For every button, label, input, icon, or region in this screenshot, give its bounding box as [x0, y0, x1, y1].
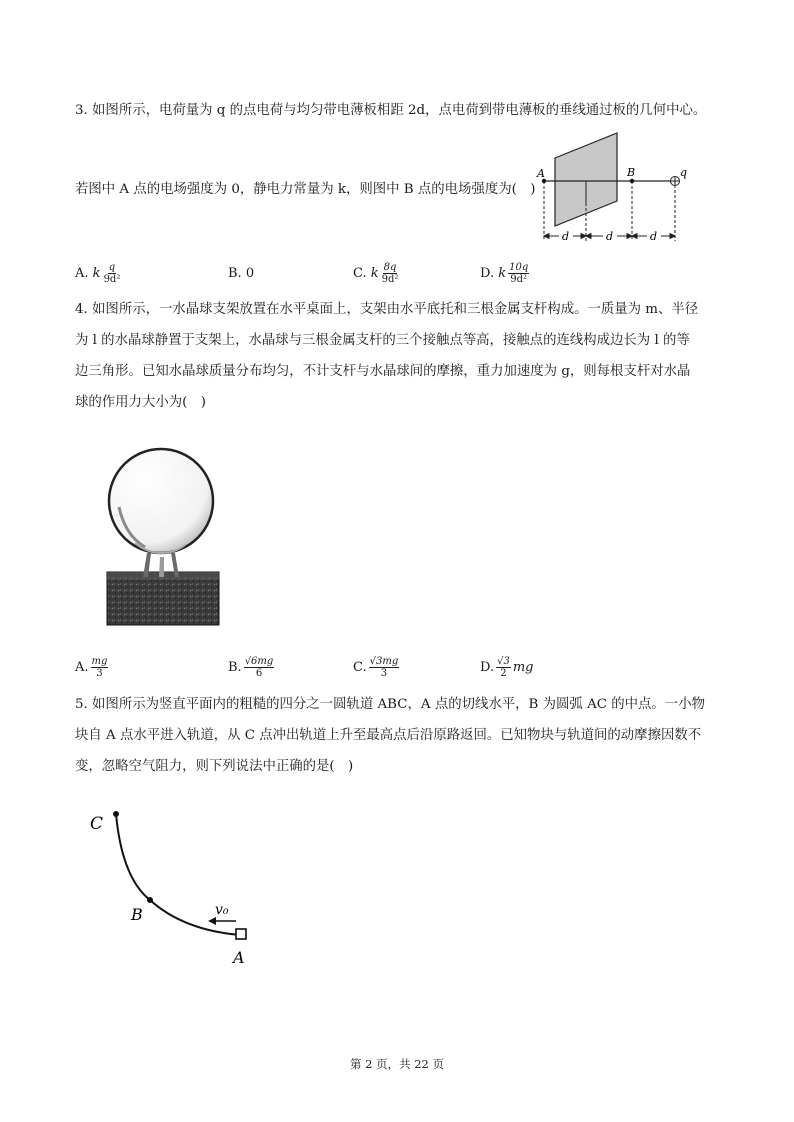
label-b: B — [627, 166, 636, 179]
dim-label-2: d — [606, 230, 614, 243]
label-a: A — [537, 167, 545, 180]
q3-option-a[interactable]: A. k $\frac{q}{\text{9d²}}$ — [75, 262, 121, 285]
q4-option-a[interactable]: A. $\frac{mg}{3}$ — [75, 656, 108, 679]
q3-option-c[interactable]: C. k $\frac{8q}{\text{9d²}}$ — [353, 262, 399, 285]
q5-figure — [88, 808, 268, 968]
dim-label-1: d — [562, 230, 570, 243]
block — [236, 929, 246, 939]
q5-stem-line3: 变，忽略空气阻力，则下列说法中正确的是( ) — [75, 759, 354, 774]
charged-plate — [555, 133, 617, 226]
q4-option-d[interactable]: D. $\frac{√3}{2}$ mg — [480, 656, 534, 679]
point-b — [147, 897, 153, 903]
crystal-ball — [109, 449, 213, 553]
q5-stem-line1: 5. 如图所示为竖直平面内的粗糙的四分之一圆轨道 ABC，A 点的切线水平，B 为圆弧 AC 的中点。一小物 — [75, 697, 705, 712]
label-a: A — [233, 948, 245, 967]
q4-stem-line3: 边三角形。已知水晶球质量分布均匀，不计支杆与水晶球间的摩擦，重力加速度为 g，则每根支杆对水晶 — [75, 364, 691, 379]
q4-option-b[interactable]: B. $\frac{√6mg}{6}$ — [228, 656, 274, 679]
q4-stem-line4: 球的作用力大小为( ) — [75, 395, 206, 410]
q3-stem-line2: 若图中 A 点的电场强度为 0，静电力常量为 k，则图中 B 点的电场强度为( ) — [75, 182, 536, 197]
q3-option-d[interactable]: D. k $\frac{10q}{\text{9d²}}$ — [480, 262, 529, 285]
q4-stem-line2: 为 l 的水晶球静置于支架上，水晶球与三根金属支杆的三个接触点等高，接触点的连线构成边长为 l 的等 — [75, 333, 690, 348]
q3-stem-line1: 3. 如图所示，电荷量为 q 的点电荷与均匀带电薄板相距 2d，点电荷到带电薄板的垂线通过板的几何中心。 — [75, 103, 707, 118]
q4-stem-line1: 4. 如图所示，一水晶球支架放置在水平桌面上，支架由水平底托和三根金属支杆构成。一质量为 m、半径 — [75, 302, 699, 317]
label-b: B — [131, 905, 143, 924]
q3-figure — [530, 133, 710, 243]
label-c: C — [90, 814, 104, 834]
dim-label-3: d — [650, 230, 658, 243]
crystal-ball-photo — [105, 445, 220, 627]
q5-stem-line2: 块自 A 点水平进入轨道，从 C 点冲出轨道上升至最高点后沿原路返回。已知物块与轨道间的动摩擦因数不 — [75, 728, 702, 743]
label-q: q — [680, 166, 688, 179]
q4-option-c[interactable]: C. $\frac{√3mg}{3}$ — [353, 656, 399, 679]
page-footer: 第 2 页，共 22 页 — [349, 1057, 445, 1071]
q3-option-b[interactable]: B. 0 — [228, 266, 255, 281]
label-v0: v₀ — [215, 902, 229, 918]
point-c — [113, 811, 119, 817]
